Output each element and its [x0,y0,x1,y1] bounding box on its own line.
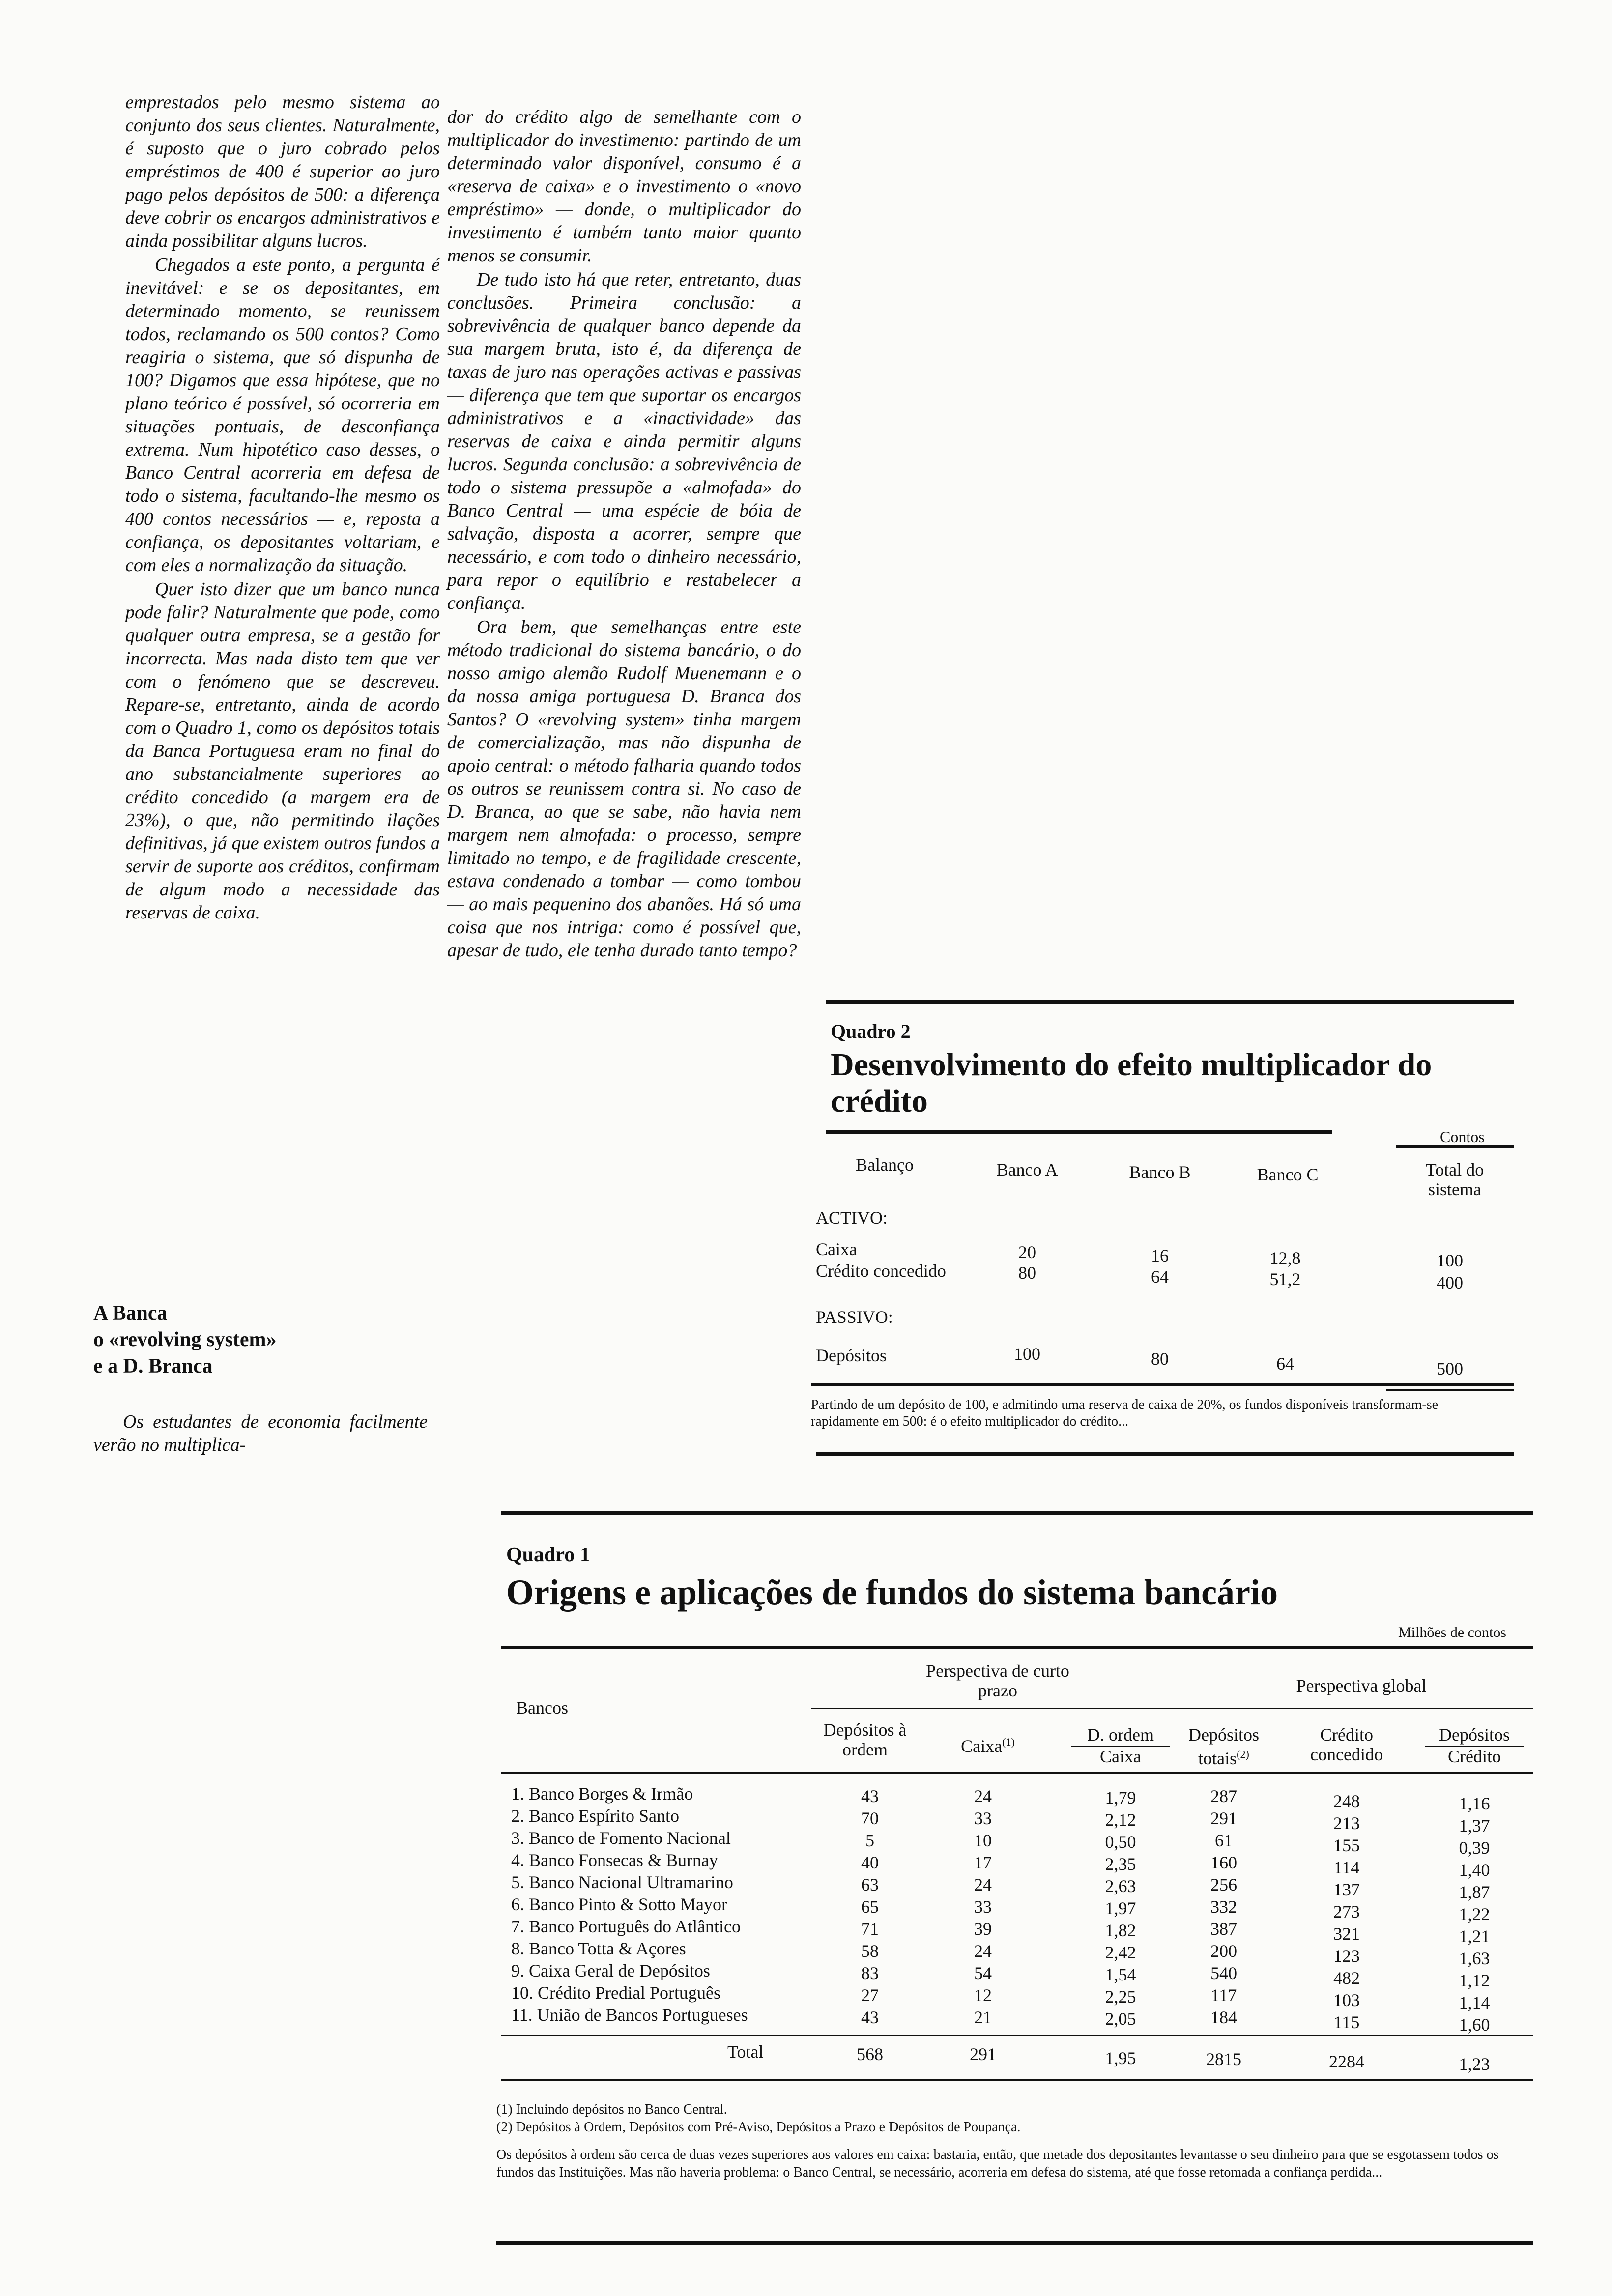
table-cell: 64 [1151,1267,1169,1287]
column-group-header: Perspectiva global [1296,1676,1427,1695]
section-label: PASSIVO: [816,1307,893,1327]
bank-name: 4. Banco Fonsecas & Burnay [511,1850,718,1870]
table-cell: 100 [1437,1251,1463,1270]
table-cell: 80 [1151,1349,1169,1369]
column-header: Banco A [996,1160,1058,1179]
table-rule [826,1000,1514,1004]
table-cell: 2,05 [1105,2009,1136,2029]
table-cell: 58 [861,1941,879,1961]
bank-name: 1. Banco Borges & Irmão [511,1784,693,1804]
table-cell: 71 [861,1919,879,1939]
table-unit: Contos [1440,1128,1485,1146]
table-cell: 1,79 [1105,1788,1136,1808]
table-rule [816,1452,1514,1456]
table-cell: 123 [1333,1946,1360,1966]
table-rule [501,2079,1533,2081]
table-cell: 540 [1210,1963,1237,1983]
table-cell: 83 [861,1963,879,1983]
table-cell: 17 [974,1853,992,1872]
column-header [949,1732,1027,1756]
total-label: Total [727,2042,764,2062]
section-label: ACTIVO: [816,1208,888,1228]
table-cell: 1,12 [1459,1971,1490,1990]
table-cell: 2,35 [1105,1854,1136,1874]
table-cell: 321 [1333,1924,1360,1944]
table-cell: 33 [974,1897,992,1917]
section-subheading [93,1300,408,1379]
table-caption: Os depósitos à ordem são cerca de duas vezes superiores aos valores em caixa: bastaria, então, que metade dos depositantes levantasse o seu dinheiro para que se esgotassem todos os fundos das Instituições. Mas não haveria problema: o Banco Central, se necessário, acorreria em defesa do sistema, até que fosse retomada a confiança perdida... [496,2147,1499,2180]
paragraph: Ora bem, que semelhanças entre este método tradicional do sistema bancário, o do nosso amigo alemão Rudolf Muenemann e o da nossa amiga portuguesa D. Branca dos Santos? O «revolving system» tinha margem de comercialização, mas não dispunha de apoio central: o método falharia quando todos os outros se reunissem contra si. No caso de D. Branca, ao que se sabe, não havia nem margem nem almofada: o processo, sempre limitado no tempo, e de fragilidade crescente, estava condenado a tombar — como tombou — ao mais pequenino dos abanões. Há só uma coisa que nos intriga: como é possível que, apesar de tudo, ele tenha durado tanto tempo? [447,617,801,961]
table-rule [1386,1389,1514,1391]
table-label: Quadro 2 [831,1020,911,1042]
article-column-left [125,91,440,925]
column-header-text: Caixa [961,1736,1003,1756]
column-group-header: Perspectiva de curto prazo [926,1661,1069,1700]
table-cell: 24 [974,1786,992,1806]
table-cell: 200 [1210,1941,1237,1961]
table-cell: 61 [1215,1831,1233,1850]
paragraph: emprestados pelo mesmo sistema ao conjunto dos seus clientes. Naturalmente, é suposto que o juro cobrado pelos empréstimos de 400 é superior ao juro pago pelos depósitos de 500: a diferença deve cobrir os encargos administrativos e ainda possibilitar alguns lucros. [125,92,440,251]
row-label: Depósitos [816,1346,887,1365]
column-header [1071,1725,1170,1766]
table-cell: 24 [974,1875,992,1894]
table-cell: 1,23 [1459,2054,1490,2074]
table-cell: 1,37 [1459,1816,1490,1836]
bank-name: 3. Banco de Fomento Nacional [511,1828,731,1848]
column-header: Crédito concedido [1310,1725,1383,1764]
table-cell: 184 [1210,2008,1237,2027]
table-cell: 1,54 [1105,1965,1136,1984]
ratio-denominator: Caixa [1100,1747,1141,1766]
footnote-marker: (2) [1237,1748,1249,1760]
subheading-line: e a D. Branca [93,1355,213,1378]
table-cell: 256 [1210,1875,1237,1894]
ratio-denominator: Crédito [1448,1747,1501,1766]
column-header: Bancos [516,1698,568,1718]
table-cell: 21 [974,2008,992,2027]
table-cell: 400 [1437,1273,1463,1292]
bank-name: 2. Banco Espírito Santo [511,1806,679,1826]
table-cell: 1,40 [1459,1860,1490,1880]
row-label: Crédito concedido [816,1261,946,1281]
paragraph: Os estudantes de economia facilmente verão no multiplica- [93,1411,428,1455]
table-cell: 2,63 [1105,1876,1136,1896]
column-header: Balanço [856,1155,914,1175]
table-cell: 500 [1437,1359,1463,1378]
table-cell: 1,95 [1105,2048,1136,2068]
table-cell: 1,16 [1459,1794,1490,1813]
table-cell: 1,14 [1459,1993,1490,2012]
table-cell: 332 [1210,1897,1237,1917]
table-cell: 33 [974,1808,992,1828]
table-label: Quadro 1 [506,1544,590,1566]
table-rule [826,1130,1332,1134]
table-rule [811,1708,1533,1709]
column-header: Banco B [1129,1162,1191,1182]
table-cell: 291 [1210,1808,1237,1828]
table-cell: 114 [1333,1858,1360,1877]
table-cell: 287 [1210,1786,1237,1806]
table-cell: 39 [974,1919,992,1939]
table-rule [496,2241,1533,2245]
table-cell: 20 [1018,1242,1036,1262]
bank-name: 9. Caixa Geral de Depósitos [511,1961,710,1980]
table-cell: 24 [974,1941,992,1961]
table-rule [811,1383,1514,1386]
table-cell: 27 [861,1985,879,2005]
table-caption: Partindo de um depósito de 100, e admitindo uma reserva de caixa de 20%, os fundos disponíveis transformam-se rapidamente em 500: é o efeito multiplicador do crédito... [811,1397,1439,1429]
table-cell: 1,82 [1105,1921,1136,1940]
bank-name: 5. Banco Nacional Ultramarino [511,1872,733,1892]
paragraph: dor do crédito algo de semelhante com o multiplicador do investimento: partindo de um determinado valor disponível, consumo é a «reserva de caixa» e o investimento o «novo empréstimo» — donde, o multiplicador do investimento é também tanto maior quanto menos se consumir. [447,107,801,266]
table-cell: 100 [1014,1344,1040,1364]
paragraph: De tudo isto há que reter, entretanto, duas conclusões. Primeira conclusão: a sobrevivência de qualquer banco depende da sua margem bruta, isto é, da diferença de taxas de juro nas operações activas e passivas — diferença que tem que suportar os encargos administrativos e a «inactividade» das reservas de caixa e ainda permitir alguns lucros. Segunda conclusão: a sobrevivência de todo o sistema pressupõe a «almofada» do Banco Central — uma espécie de bóia de salvação, disposta a acorrer, sempre que necessário, e com todo o dinheiro necessário, para repor o equilíbrio e restabelecer a confiança. [447,269,801,613]
subheading-line: A Banca [93,1302,168,1324]
table-cell: 291 [970,2044,996,2064]
bank-name: 6. Banco Pinto & Sotto Mayor [511,1894,727,1914]
table-cell: 63 [861,1875,879,1894]
table-cell: 387 [1210,1919,1237,1939]
paragraph: Chegados a este ponto, a pergunta é inevitável: e se os depositantes, em determinado momento, se reunissem todos, reclamando os 500 contos? Como reagiria o sistema, que só dispunha de 100? Digamos que essa hipótese, que no plano teórico é possível, só ocorreria em situações pontuais, de desconfiança extrema. Num hipotético caso desses, o Banco Central acorreria em defesa de todo o sistema, facultando-lhe mesmo os 400 contos necessários — e, reposta a confiança, os depositantes voltariam, e com eles a normalização da situação. [125,255,440,575]
table-cell: 115 [1333,2012,1360,2032]
table-cell: 137 [1333,1880,1360,1899]
column-header: Depósitos à ordem [823,1720,907,1759]
table-cell: 2,25 [1105,1987,1136,2007]
table-cell: 155 [1333,1836,1360,1855]
column-header [1425,1725,1524,1766]
table-cell: 43 [861,2008,879,2027]
table-title: Desenvolvimento do efeito multiplicador do crédito [831,1047,1432,1119]
table-cell: 1,63 [1459,1949,1490,1968]
table-cell: 1,97 [1105,1898,1136,1918]
table-rule [501,1772,1533,1774]
table-cell: 273 [1333,1902,1360,1922]
table-cell: 16 [1151,1246,1169,1265]
table-cell: 0,50 [1105,1832,1136,1852]
table-cell: 40 [861,1853,879,1872]
table-cell: 213 [1333,1813,1360,1833]
column-header [1175,1725,1273,1768]
column-header-text: Depósitos totais [1188,1725,1259,1768]
table-cell: 1,22 [1459,1904,1490,1924]
table-cell: 1,21 [1459,1926,1490,1946]
table-cell: 2815 [1206,2049,1241,2069]
section-paragraph [93,1410,428,1457]
table-cell: 51,2 [1269,1269,1301,1289]
table-rule [501,1511,1533,1515]
bank-name: 10. Crédito Predial Português [511,1983,720,2003]
table-cell: 10 [974,1831,992,1850]
bank-name: 11. União de Bancos Portugueses [511,2005,748,2025]
subheading-line: o «revolving system» [93,1328,277,1351]
table-cell: 2,42 [1105,1943,1136,1962]
table-cell: 160 [1210,1853,1237,1872]
table-cell: 2284 [1329,2052,1364,2071]
table-cell: 80 [1018,1263,1036,1283]
table-cell: 12 [974,1985,992,2005]
table-cell: 1,60 [1459,2015,1490,2035]
table-unit: Milhões de contos [1398,1624,1506,1640]
column-header: Banco C [1257,1165,1319,1184]
table-cell: 103 [1333,1990,1360,2010]
table-cell: 482 [1333,1968,1360,1988]
table-cell: 64 [1276,1354,1294,1374]
table-cell: 0,39 [1459,1838,1490,1858]
table-cell: 12,8 [1269,1248,1301,1268]
table-footnotes [496,2101,1533,2181]
table-cell: 43 [861,1786,879,1806]
footnote: (1) Incluindo depósitos no Banco Central. [496,2102,727,2117]
table-title: Origens e aplicações de fundos do sistema bancário [506,1573,1278,1612]
table-rule [501,2035,1533,2036]
row-label: Caixa [816,1239,857,1259]
article-column-middle [447,106,801,963]
footnote-marker: (1) [1002,1736,1015,1748]
table-cell: 65 [861,1897,879,1917]
ratio-numerator: D. ordem [1071,1725,1170,1747]
ratio-numerator: Depósitos [1425,1725,1524,1747]
table-cell: 117 [1210,1985,1237,2005]
table-cell: 70 [861,1808,879,1828]
table-cell: 1,87 [1459,1882,1490,1902]
column-header: Total do sistema [1425,1160,1484,1199]
table-rule [501,1646,1533,1649]
table-cell: 248 [1333,1791,1360,1811]
bank-name: 7. Banco Português do Atlântico [511,1917,741,1936]
table-cell: 5 [865,1831,874,1850]
footnote: (2) Depósitos à Ordem, Depósitos com Pré-Aviso, Depósitos a Prazo e Depósitos de Poupança. [496,2120,1021,2135]
paragraph: Quer isto dizer que um banco nunca pode falir? Naturalmente que pode, como qualquer outra empresa, se a gestão for incorrecta. Mas nada disto tem que ver com o fenómeno que se descreveu. Repare-se, entretanto, ainda de acordo com o Quadro 1, como os depósitos totais da Banca Portuguesa eram no final do ano substancialmente superiores ao crédito concedido (a margem era de 23%), o que, não permitindo ilações definitivas, já que existem outros fundos a servir de suporte aos créditos, confirmam de algum modo a necessidade das reservas de caixa. [125,579,440,923]
table-cell: 54 [974,1963,992,1983]
bank-name: 8. Banco Totta & Açores [511,1939,686,1958]
table-cell: 2,12 [1105,1810,1136,1830]
table-cell: 568 [857,2044,883,2064]
